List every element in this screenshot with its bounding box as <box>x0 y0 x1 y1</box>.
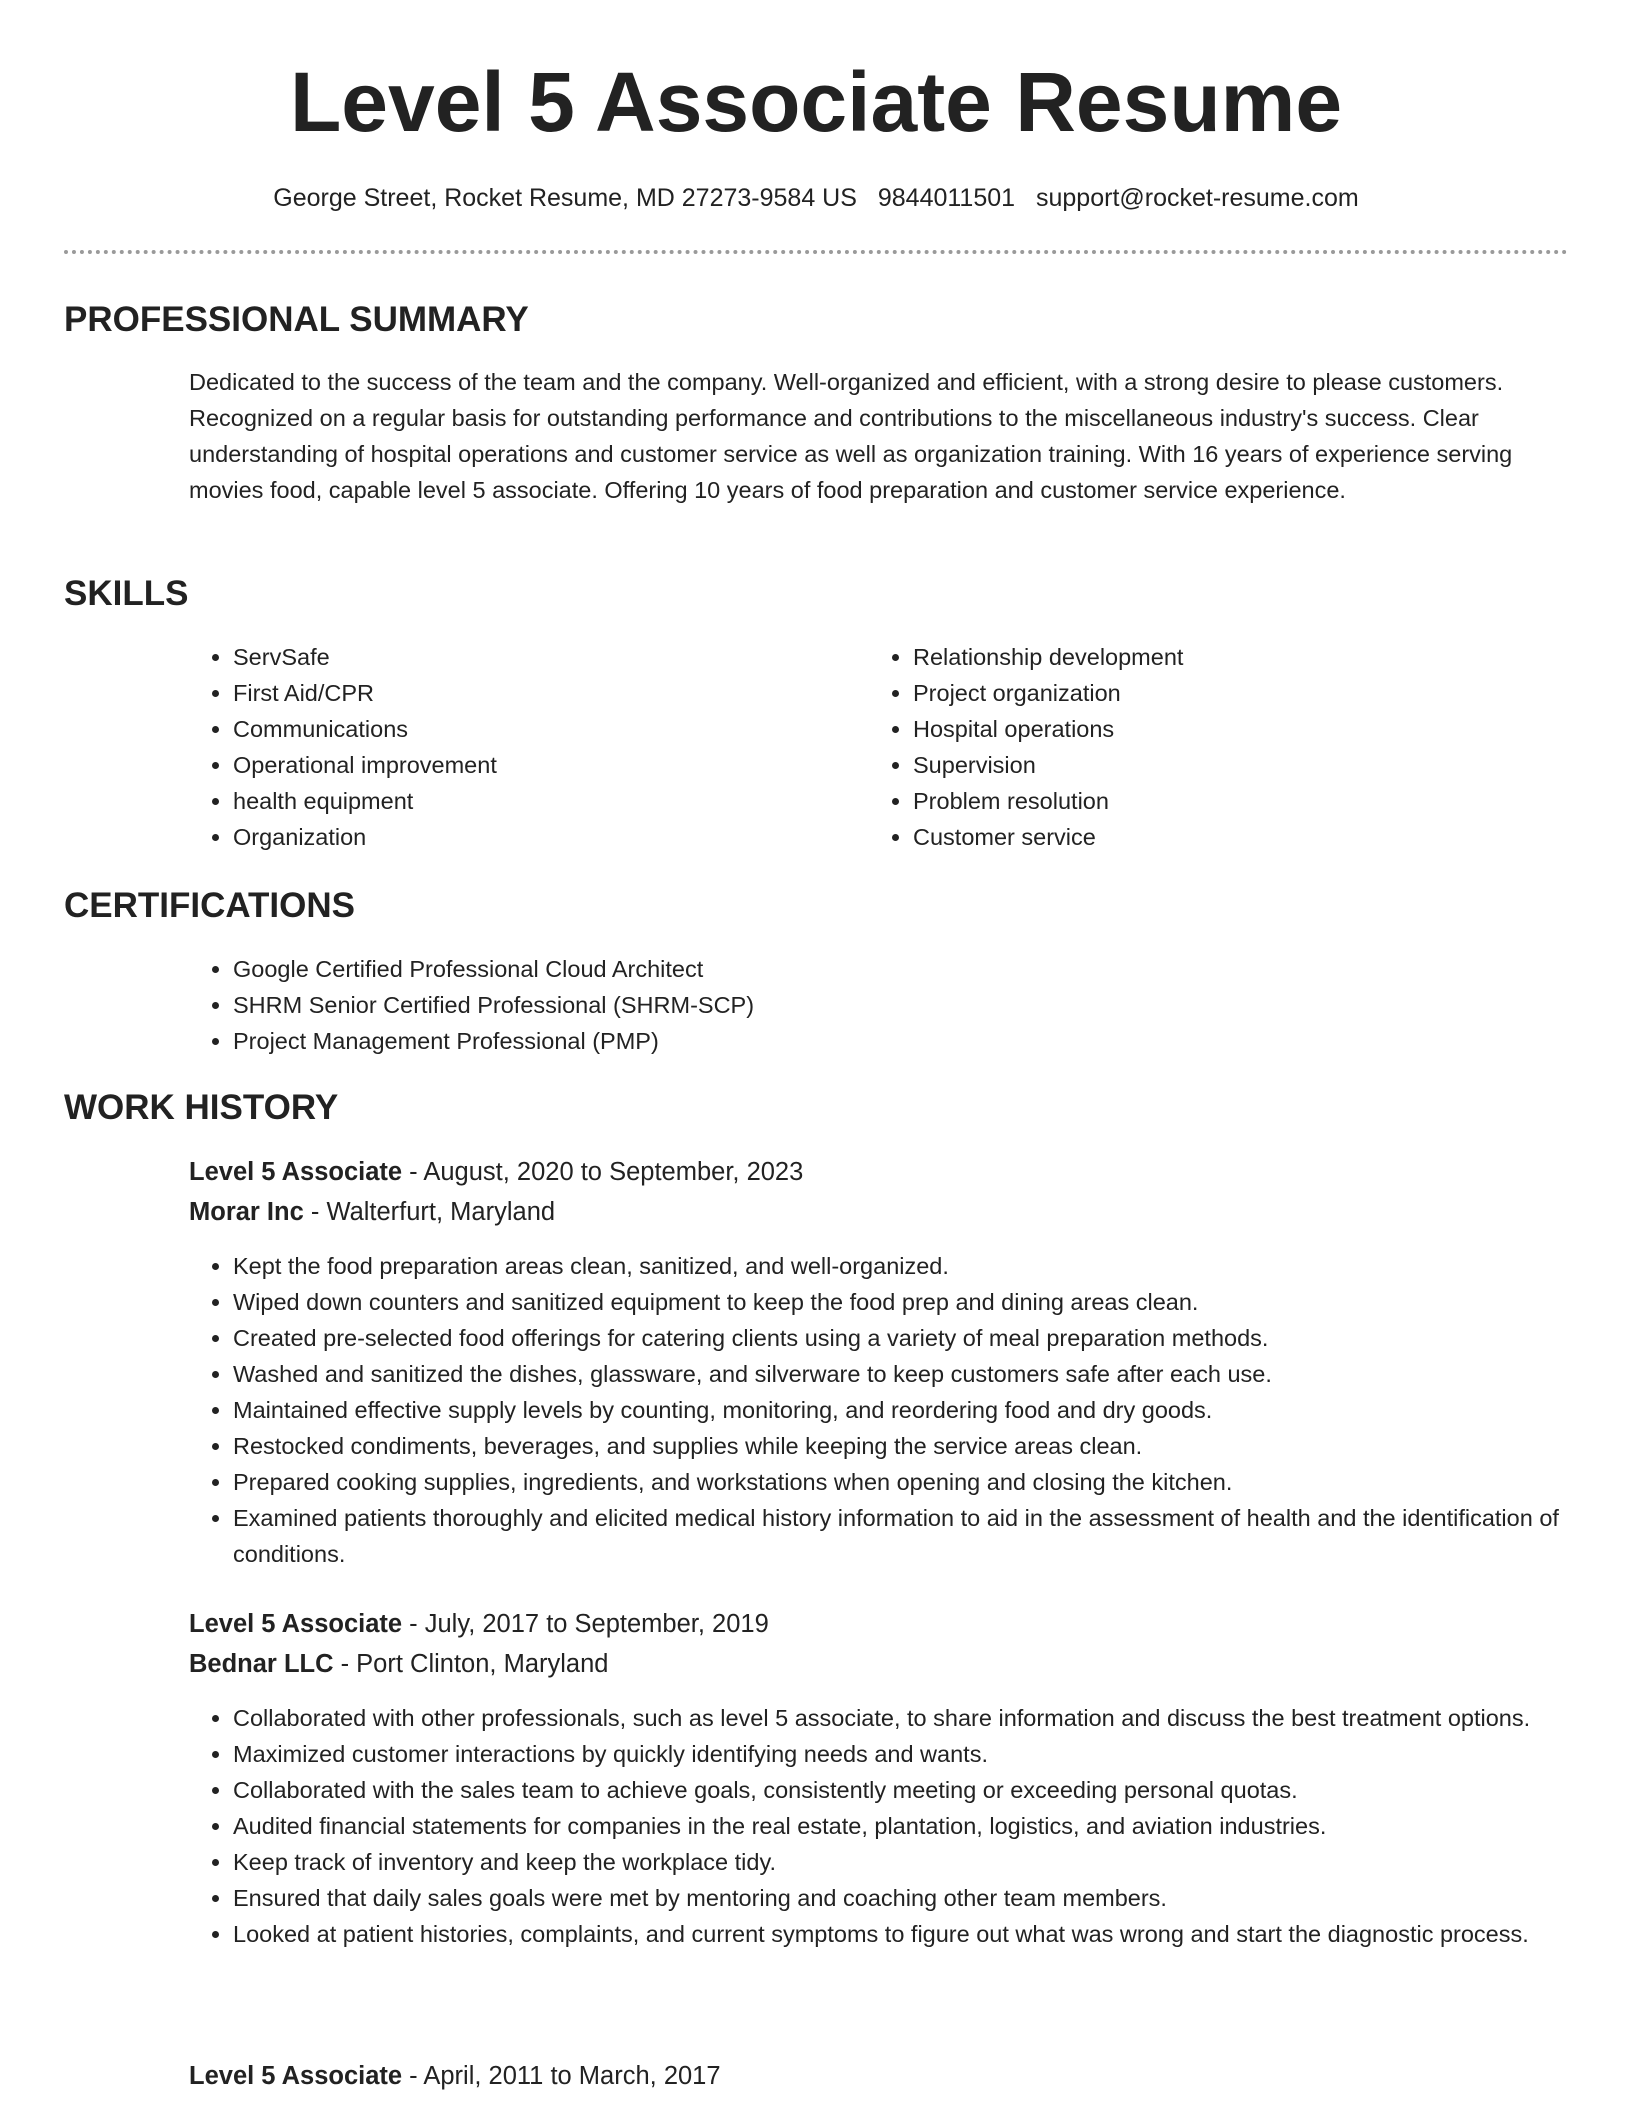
list-item: • ServSafe <box>233 639 853 675</box>
work-history-heading: WORK HISTORY <box>64 1088 339 1127</box>
list-item: • First Aid/CPR <box>233 675 853 711</box>
list-item: • Looked at patient histories, complaints, and current symptoms to figure out what was wrong and start the diagnostic process. <box>233 1916 1603 1952</box>
job-company: Bednar LLC <box>189 1650 334 1678</box>
list-item: • Kept the food preparation areas clean, sanitized, and well-organized. <box>233 1248 1603 1284</box>
job-dates: - July, 2017 to September, 2019 <box>402 1610 769 1638</box>
contact-phone: 9844011501 <box>877 184 1016 212</box>
list-item: • Customer service <box>913 819 1603 855</box>
list-item: • Ensured that daily sales goals were met by mentoring and coaching other team members. <box>233 1880 1603 1916</box>
list-item: • Project Management Professional (PMP) <box>233 1023 1603 1059</box>
list-item: • Supervision <box>913 747 1603 783</box>
skills-list-left <box>189 639 853 855</box>
job-company-line <box>189 1194 555 1230</box>
job-title: Level 5 Associate <box>189 2062 403 2090</box>
list-item: • Maximized customer interactions by quickly identifying needs and wants. <box>233 1736 1603 1772</box>
list-item: • Restocked condiments, beverages, and supplies while keeping the service areas clean. <box>233 1428 1603 1464</box>
skills-heading: SKILLS <box>64 574 189 613</box>
job-bullets <box>189 1248 1603 1572</box>
list-item: • Relationship development <box>913 639 1603 675</box>
list-item: • Created pre-selected food offerings for catering clients using a variety of meal preparation methods. <box>233 1320 1603 1356</box>
job-company-line <box>189 1646 608 1682</box>
list-item: • Examined patients thoroughly and elicited medical history information to aid in the assessment of health and the identification of conditions. <box>233 1500 1603 1572</box>
list-item: • Maintained effective supply levels by counting, monitoring, and reordering food and dry goods. <box>233 1392 1603 1428</box>
list-item: • health equipment <box>233 783 853 819</box>
list-item: • Project organization <box>913 675 1603 711</box>
job-title-line <box>189 1606 769 1642</box>
list-item: • Problem resolution <box>913 783 1603 819</box>
job-title-line <box>189 1154 803 1190</box>
job-dates: - August, 2020 to September, 2023 <box>402 1158 804 1186</box>
list-item: • Audited financial statements for companies in the real estate, plantation, logistics, and aviation industries. <box>233 1808 1603 1844</box>
resume-title: Level 5 Associate Resume <box>289 55 1343 149</box>
list-item: • Prepared cooking supplies, ingredients, and workstations when opening and closing the kitchen. <box>233 1464 1603 1500</box>
list-item: • Collaborated with other professionals, such as level 5 associate, to share information and discuss the best treatment options. <box>233 1700 1603 1736</box>
list-item: • Operational improvement <box>233 747 853 783</box>
job-title: Level 5 Associate <box>189 1610 403 1638</box>
job-title: Level 5 Associate <box>189 1158 403 1186</box>
list-item: • SHRM Senior Certified Professional (SHRM-SCP) <box>233 987 1603 1023</box>
list-item: • Wiped down counters and sanitized equipment to keep the food prep and dining areas clean. <box>233 1284 1603 1320</box>
job-dates: - April, 2011 to March, 2017 <box>402 2062 721 2090</box>
certifications-heading: CERTIFICATIONS <box>64 886 356 925</box>
certifications-list <box>189 951 1603 1059</box>
job-location: - Walterfurt, Maryland <box>303 1198 556 1226</box>
list-item: • Organization <box>233 819 853 855</box>
job-title-line <box>189 2058 721 2094</box>
list-item: • Keep track of inventory and keep the workplace tidy. <box>233 1844 1603 1880</box>
list-item: • Collaborated with the sales team to achieve goals, consistently meeting or exceeding personal quotas. <box>233 1772 1603 1808</box>
job-bullets <box>189 1700 1603 1952</box>
list-item: • Google Certified Professional Cloud Architect <box>233 951 1603 987</box>
contact-email: support@rocket-resume.com <box>1036 184 1359 212</box>
list-item: • Washed and sanitized the dishes, glassware, and silverware to keep customers safe after each use. <box>233 1356 1603 1392</box>
list-item: • Communications <box>233 711 853 747</box>
list-item: • Hospital operations <box>913 711 1603 747</box>
summary-text: Dedicated to the success of the team and the company. Well-organized and efficient, with a strong desire to please customers. Recognized on a regular basis for outstanding performance and contributions to the miscellaneous industry's success. Clear understanding of hospital operations and customer service as well as organization training. With 16 years of experience serving movies food, capable level 5 associate. Offering 10 years of food preparation and customer service experience. <box>189 369 1513 503</box>
contact-line <box>0 182 1632 214</box>
job-location: - Port Clinton, Maryland <box>333 1650 609 1678</box>
job-company: Morar Inc <box>189 1198 304 1226</box>
skills-list-right <box>869 639 1603 855</box>
summary-heading: PROFESSIONAL SUMMARY <box>64 300 529 339</box>
header-divider <box>64 250 1568 254</box>
contact-address: George Street, Rocket Resume, MD 27273-9584 US <box>273 184 857 212</box>
